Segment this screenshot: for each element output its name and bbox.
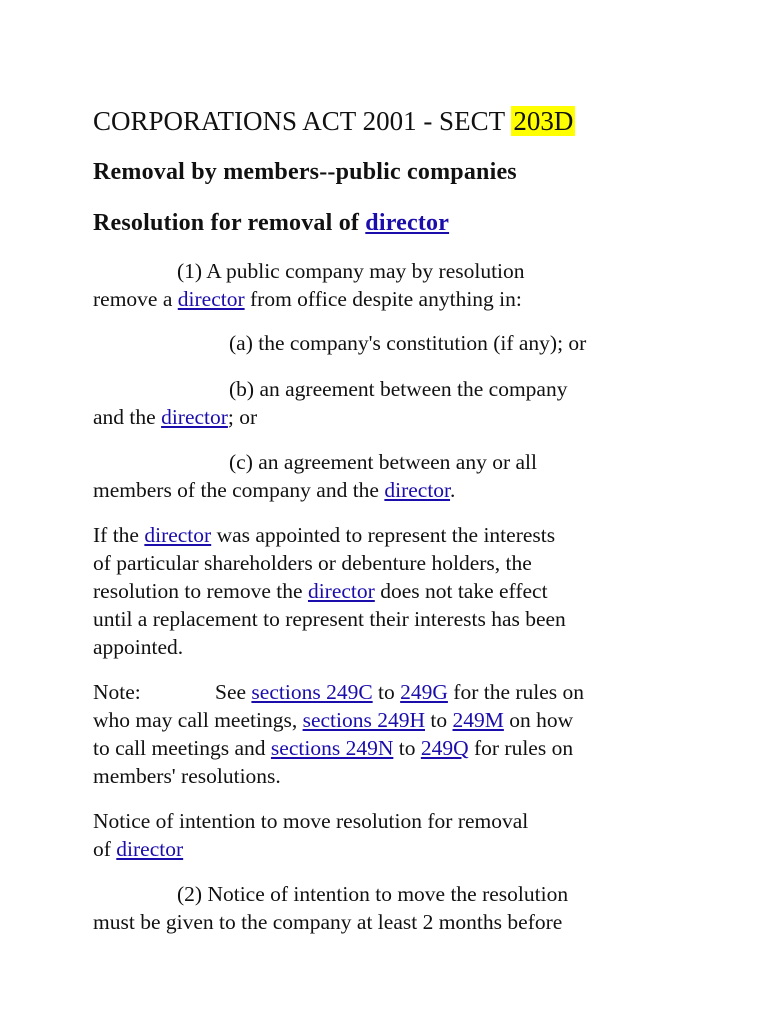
para-c-line-2: [93, 476, 455, 504]
para-b-line-2: [93, 403, 257, 431]
text: members of the company and the: [93, 478, 385, 502]
text: remove a: [93, 287, 178, 311]
director-link[interactable]: director: [144, 523, 212, 547]
subheading: [93, 207, 449, 239]
note-line-4: members' resolutions.: [93, 764, 281, 788]
para-a: (a) the company's constitution (if any); or: [229, 331, 587, 355]
section-249g-link[interactable]: 249G: [400, 680, 448, 704]
section-249n-link[interactable]: sections 249N: [270, 736, 394, 760]
director-link[interactable]: director: [307, 579, 375, 603]
para-c-line-1: (c) an agreement between any or all: [229, 450, 538, 474]
text: If the: [93, 523, 145, 547]
notice-heading-line-1: Notice of intention to move resolution for removal: [93, 809, 529, 833]
section-249c-link[interactable]: sections 249C: [251, 680, 373, 704]
note-line-2: [93, 706, 573, 734]
para-1-line-1: (1) A public company may by resolution: [177, 259, 525, 283]
director-link[interactable]: director: [384, 478, 451, 502]
para-1-line-2: [93, 285, 522, 313]
section-number-highlight: 203D: [513, 106, 574, 136]
section-249h-link[interactable]: sections 249H: [302, 708, 425, 732]
text: to: [393, 736, 421, 760]
para-d-line-4: until a replacement to represent their interests has been: [93, 607, 566, 631]
act-title-text: CORPORATIONS ACT 2001 - SECT: [93, 106, 512, 136]
text: was appointed to represent the interests: [211, 523, 556, 547]
text: does not take effect: [374, 579, 548, 603]
para-d-line-2: of particular shareholders or debenture holders, the: [93, 551, 532, 575]
section-heading: Removal by members--public companies: [93, 159, 517, 185]
text: of: [93, 837, 117, 861]
note-label: Note:: [93, 680, 141, 704]
para-2-line-1: (2) Notice of intention to move the resolution: [177, 882, 569, 906]
notice-heading-line-2: [93, 835, 183, 863]
para-d-line-1: [93, 521, 555, 549]
text: .: [450, 478, 456, 502]
text: resolution to remove the: [93, 579, 308, 603]
section-249m-link[interactable]: 249M: [452, 708, 504, 732]
text: to: [372, 680, 401, 704]
text: for the rules on: [447, 680, 585, 704]
director-link[interactable]: director: [161, 405, 228, 429]
section-249q-link[interactable]: 249Q: [420, 736, 469, 760]
text: to call meetings and: [93, 736, 271, 760]
text: on how: [503, 708, 574, 732]
text: who may call meetings,: [93, 708, 303, 732]
director-link[interactable]: director: [116, 837, 184, 861]
para-d-line-3: [93, 577, 548, 605]
para-2-line-2: must be given to the company at least 2 months before: [93, 910, 563, 934]
director-link[interactable]: director: [365, 210, 450, 236]
text: to: [425, 708, 453, 732]
text: and the: [93, 405, 162, 429]
note-line-3: [93, 734, 573, 762]
act-title: [93, 104, 575, 138]
text: for rules on: [468, 736, 574, 760]
para-d-line-5: appointed.: [93, 635, 184, 659]
text: See: [215, 680, 252, 704]
director-link[interactable]: director: [177, 287, 245, 311]
para-b-line-1: (b) an agreement between the company: [229, 377, 568, 401]
text: ; or: [227, 405, 258, 429]
text: from office despite anything in:: [244, 287, 522, 311]
note-line-1: [215, 678, 584, 706]
subheading-text: Resolution for removal of: [93, 210, 366, 236]
